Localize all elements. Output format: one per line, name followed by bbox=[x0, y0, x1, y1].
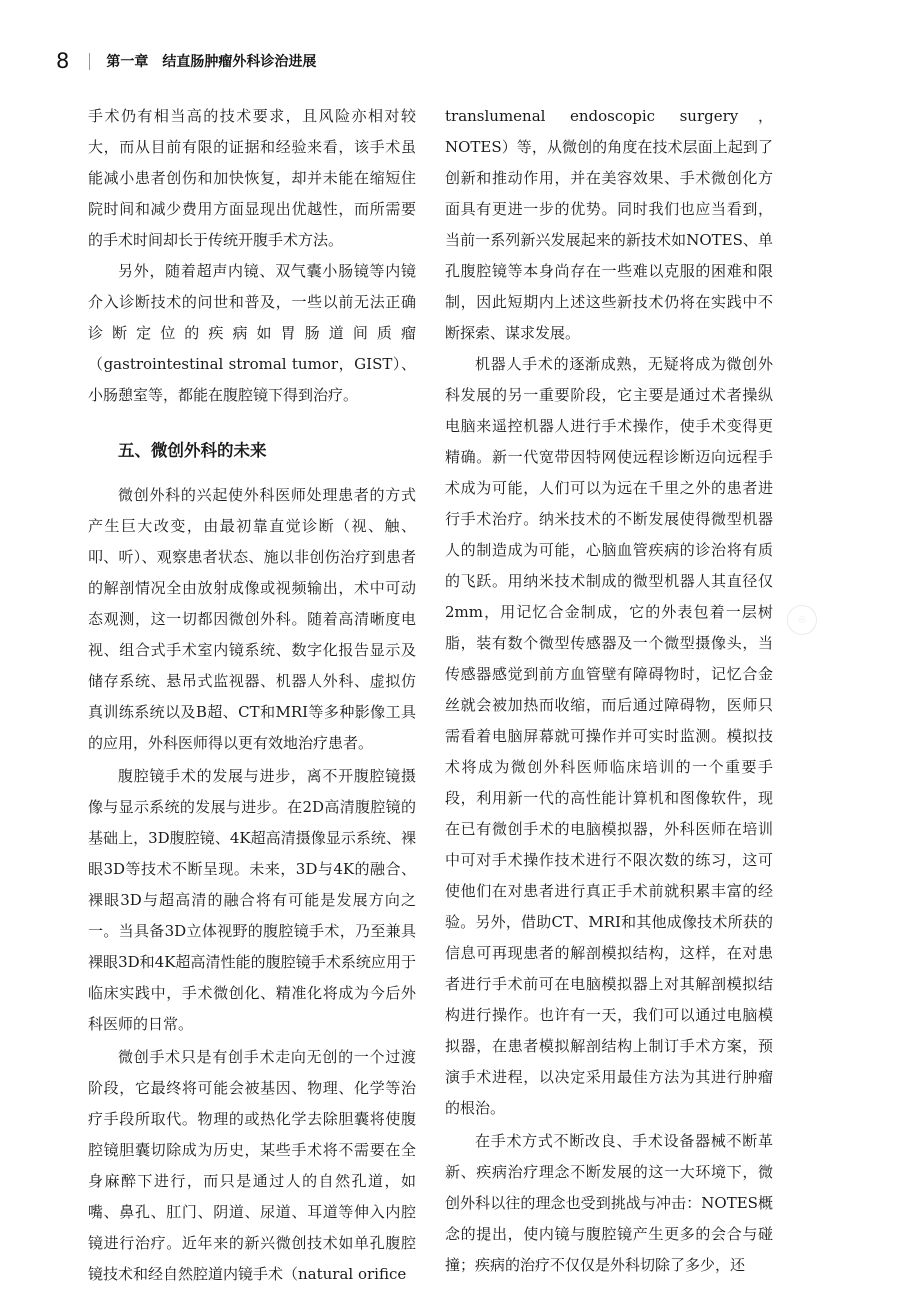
seal-watermark-icon: ◎ bbox=[787, 605, 817, 635]
paragraph: 另外，随着超声内镜、双气囊小肠镜等内镜介入诊断技术的问世和普及，一些以前无法正确诊断定位的疾病如胃肠道间质瘤（gastrointestinal stromal tumor，GIST）、小肠憩室等，都能在腹腔镜下得到治疗。 bbox=[88, 262, 416, 404]
header-divider bbox=[89, 53, 90, 70]
paragraph: 微创外科的兴起使外科医师处理患者的方式产生巨大改变，由最初靠直觉诊断（视、触、叩、听）、观察患者状态、施以非创伤治疗到患者的解剖情况全由放射成像或视频输出，术中可动态观测，这一切都因微创外科。随着高清晰度电视、组合式手术室内镜系统、数字化报告显示及储存系统、悬吊式监视器、机器人外科、虚拟仿真训练系统以及B超、CT和MRI等多种影像工具的应用，外科医师得以更有效地治疗患者。 bbox=[88, 486, 416, 752]
paragraph: 微创手术只是有创手术走向无创的一个过渡阶段，它最终将可能会被基因、物理、化学等治疗手段所取代。物理的或热化学去除胆囊将使腹腔镜胆囊切除成为历史，某些手术将不需要在全身麻醉下进行，而只是通过人的自然孔道，如嘴、鼻孔、肛门、阴道、尿道、耳道等伸入内腔镜进行治疗。近年来的新兴微创技术如单孔腹腔镜技术和经自然腔道内镜手术（natural orifice bbox=[88, 1048, 416, 1283]
page-number: 8 bbox=[56, 49, 70, 73]
paragraph: 腹腔镜手术的发展与进步，离不开腹腔镜摄像与显示系统的发展与进步。在2D高清腹腔镜的基础上，3D腹腔镜、4K超高清摄像显示系统、裸眼3D等技术不断呈现。未来，3D与4K的融合、裸眼3D与超高清的融合将有可能是发展方向之一。当具备3D立体视野的腹腔镜手术，乃至兼具裸眼3D和4K超高清性能的腹腔镜手术系统应用于临床实践中，手术微创化、精准化将成为今后外科医师的日常。 bbox=[88, 767, 416, 1033]
paragraph: 机器人手术的逐渐成熟，无疑将成为微创外科发展的另一重要阶段，它主要是通过术者操纵电脑来遥控机器人进行手术操作，使手术变得更精确。新一代宽带因特网使远程诊断迈向远程手术成为可能，人们可以为远在千里之外的患者进行手术治疗。纳米技术的不断发展使得微型机器人的制造成为可能，心脑血管疾病的诊治将有质的飞跃。用纳米技术制成的微型机器人其直径仅2mm，用记忆合金制成，它的外表包着一层树脂，装有数个微型传感器及一个微型摄像头，当传感器感觉到前方血管壁有障碍物时，记忆合金丝就会被加热而收缩，而后通过障碍物，医师只需看着电脑屏幕就可操作并可实时监测。模拟技术将成为微创外科医师临床培训的一个重要手段，利用新一代的高性能计算机和图像软件，现在已有微创手术的电脑模拟器，外科医师在培训中可对手术操作技术进行不限次数的练习，这可使他们在对患者进行真正手术前就积累丰富的经验。另外，借助CT、MRI和其他成像技术所获的信息可再现患者的解剖模拟结构，这样，在对患者进行手术前可在电脑模拟器上对其解剖模拟结构进行操作。也许有一天，我们可以通过电脑模拟器，在患者模拟解剖结构上制订手术方案，预演手术进程，以决定采用最佳方法为其进行肿瘤的根治。 bbox=[445, 355, 773, 1117]
paragraph: 在手术方式不断改良、手术设备器械不断革新、疾病治疗理念不断发展的这一大环境下，微创外科以往的理念也受到挑战与冲击：NOTES概念的提出，使内镜与腹腔镜产生更多的会合与碰撞；疾病的治疗不仅仅是外科切除了多少，还 bbox=[445, 1132, 773, 1274]
section-heading: 五、微创外科的未来 bbox=[118, 441, 267, 460]
paragraph: 手术仍有相当高的技术要求，且风险亦相对较大，而从目前有限的证据和经验来看，该手术虽能减小患者创伤和加快恢复，却并未能在缩短住院时间和减少费用方面显现出优越性，而所需要的手术时间却长于传统开腹手术方法。 bbox=[88, 107, 416, 249]
chapter-title: 第一章 结直肠肿瘤外科诊治进展 bbox=[106, 54, 317, 70]
paragraph: translumenal endoscopic surgery，NOTES）等，从微创的角度在技术层面上起到了创新和推动作用，并在美容效果、手术微创化方面具有更进一步的优势。同时我们也应当看到，当前一系列新兴发展起来的新技术如NOTES、单孔腹腔镜等本身尚存在一些难以克服的困难和限制，因此短期内上述这些新技术仍将在实践中不断探索、谋求发展。 bbox=[445, 107, 773, 342]
page-header bbox=[56, 46, 316, 76]
right-column bbox=[445, 101, 773, 1281]
left-column bbox=[88, 101, 416, 1290]
